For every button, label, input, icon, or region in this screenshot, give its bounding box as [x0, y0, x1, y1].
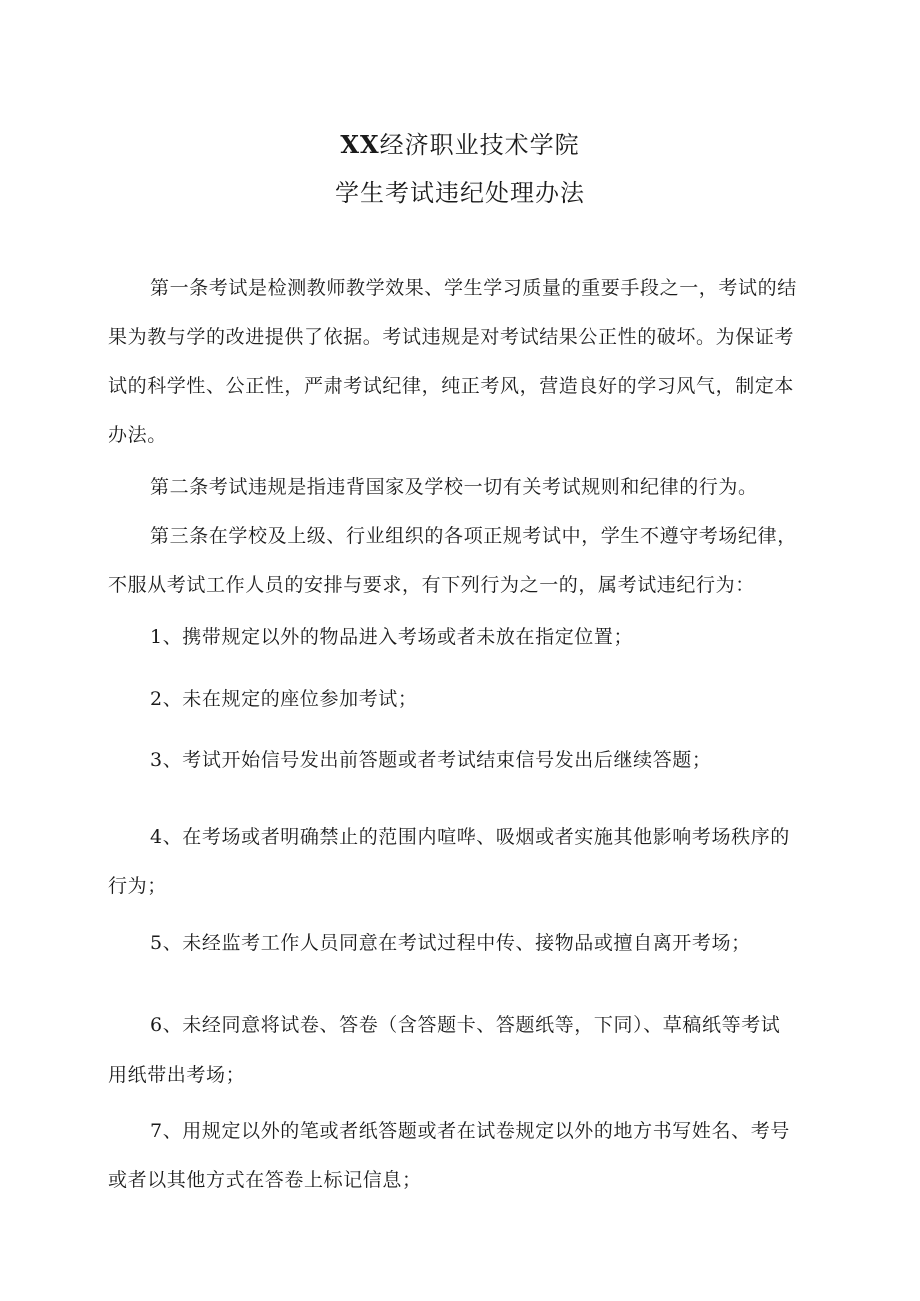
item-2-line-1: 2、未在规定的座位参加考试； — [150, 688, 418, 710]
item-4-line-1: 4、在考场或者明确禁止的范围内喧哗、吸烟或者实施其他影响考场秩序的 — [150, 826, 790, 848]
document-title-institution — [0, 130, 920, 160]
article-3-line-2: 不服从考试工作人员的安排与要求，有下列行为之一的，属考试违纪行为： — [108, 574, 755, 596]
article-2-line-1: 第二条考试违规是指违背国家及学校一切有关考试规则和纪律的行为。 — [150, 476, 758, 498]
title-prefix: XX — [340, 130, 380, 159]
item-7-line-1: 7、用规定以外的笔或者纸答题或者在试卷规定以外的地方书写姓名、考号 — [150, 1120, 790, 1142]
item-4-line-2: 行为； — [108, 875, 167, 897]
title-institution-name: 经济职业技术学院 — [379, 131, 580, 159]
item-1-line-1: 1、携带规定以外的物品进入考场或者未放在指定位置； — [150, 626, 634, 648]
item-6-line-2: 用纸带出考场； — [108, 1064, 246, 1086]
item-6-line-1: 6、未经同意将试卷、答卷（含答题卡、答题纸等，下同）、草稿纸等考试 — [150, 1014, 781, 1036]
item-7-line-2: 或者以其他方式在答卷上标记信息； — [108, 1169, 422, 1191]
document-title-regulation: 学生考试违纪处理办法 — [335, 179, 585, 207]
article-1-line-3: 试的科学性、公正性，严肃考试纪律，纯正考风，营造良好的学习风气，制定本 — [108, 375, 795, 397]
item-5-line-1: 5、未经监考工作人员同意在考试过程中传、接物品或擅自离开考场； — [150, 932, 751, 954]
article-1-line-2: 果为教与学的改进提供了依据。考试违规是对考试结果公正性的破坏。为保证考 — [108, 326, 795, 348]
article-1-line-1: 第一条考试是检测教师教学效果、学生学习质量的重要手段之一，考试的结 — [150, 277, 797, 299]
article-1-line-4: 办法。 — [108, 424, 167, 446]
item-3-line-1: 3、考试开始信号发出前答题或者考试结束信号发出后继续答题； — [150, 749, 712, 771]
article-3-line-1: 第三条在学校及上级、行业组织的各项正规考试中，学生不遵守考场纪律， — [150, 525, 797, 547]
